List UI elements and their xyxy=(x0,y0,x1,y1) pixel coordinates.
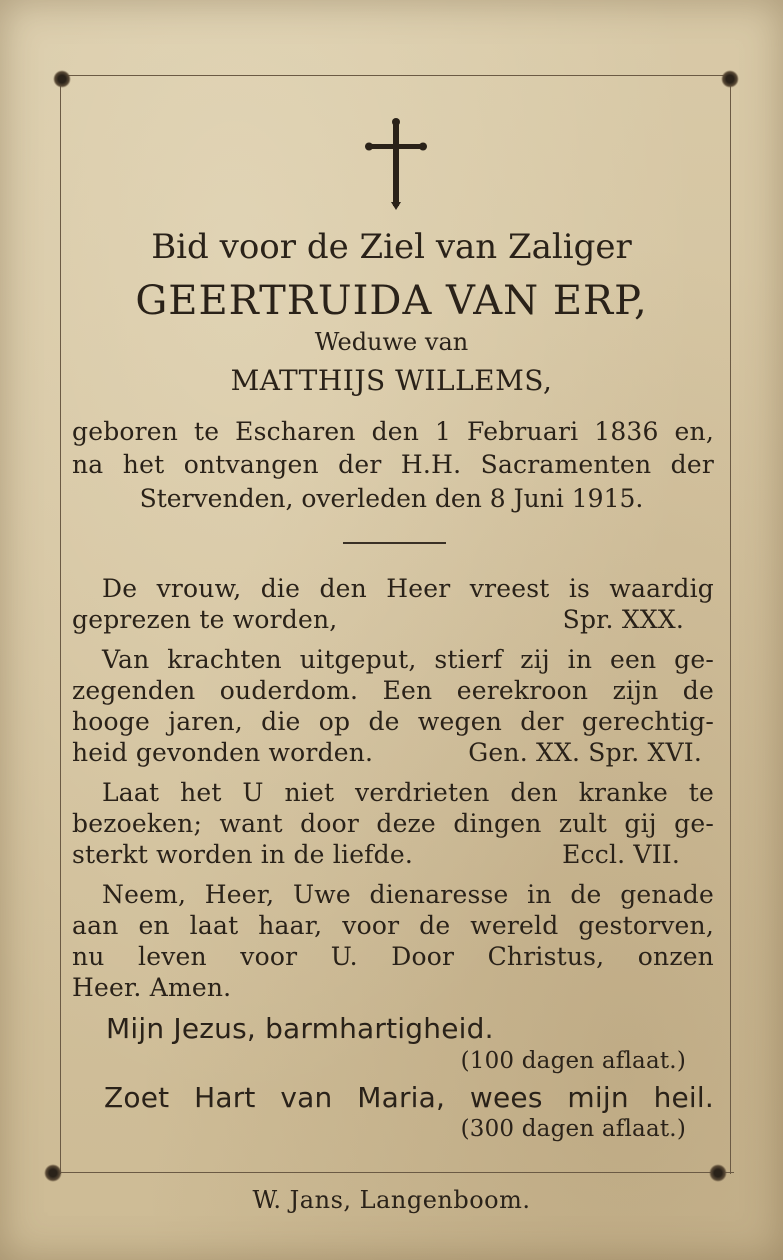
rosette-icon xyxy=(53,70,71,88)
sacrament-line: na het ontvangen der H.H. Sacramenten der xyxy=(72,450,714,479)
verse-line: zegenden ouderdom. Een eerekroon zijn de xyxy=(72,676,714,705)
rosette-icon xyxy=(721,70,739,88)
verse-line: Van krachten uitgeput, stierf zij in een ge- xyxy=(102,645,714,674)
indulgence-note: (100 dagen aflaat.) xyxy=(460,1048,686,1074)
heading-line: Bid voor de Ziel van Zaliger xyxy=(151,227,632,267)
widow-of: Weduwe van xyxy=(314,328,469,356)
verse-reference: Eccl. VII. xyxy=(562,840,680,869)
rosette-icon xyxy=(709,1164,727,1182)
verse-reference: Gen. XX. Spr. XVI. xyxy=(468,738,702,767)
verse-line: hooge jaren, die op de wegen der gerechtig- xyxy=(72,707,714,736)
prayer-line: Mijn Jezus, barmhartigheid. xyxy=(106,1012,494,1045)
border-frame-bottom xyxy=(52,1172,734,1173)
separator-rule xyxy=(343,542,446,544)
spouse-name: MATTHIJS WILLEMS, xyxy=(230,364,553,397)
verse-line: geprezen te worden, xyxy=(72,605,338,634)
printer-credit: W. Jans, Langenboom. xyxy=(252,1186,531,1214)
cross-icon xyxy=(365,118,427,210)
deceased-name: GEERTRUIDA VAN ERP, xyxy=(135,278,648,324)
verse-reference: Spr. XXX. xyxy=(562,605,684,634)
birth-line: geboren te Escharen den 1 Februari 1836 en, xyxy=(72,417,714,446)
verse-line: aan en laat haar, voor de wereld gestorven, xyxy=(72,911,714,940)
verse-line: sterkt worden in de liefde. xyxy=(72,840,413,869)
verse-line: Laat het U niet verdrieten den kranke te xyxy=(102,778,714,807)
verse-line: Heer. Amen. xyxy=(72,973,232,1002)
verse-line: heid gevonden worden. xyxy=(72,738,374,767)
verse-line: nu leven voor U. Door Christus, onzen xyxy=(72,942,714,971)
rosette-icon xyxy=(44,1164,62,1182)
prayer-line: Zoet Hart van Maria, wees mijn heil. xyxy=(104,1081,714,1114)
verse-line: Neem, Heer, Uwe dienaresse in de genade xyxy=(102,880,714,909)
indulgence-note: (300 dagen aflaat.) xyxy=(460,1116,686,1142)
verse-line: De vrouw, die den Heer vreest is waardig xyxy=(102,574,714,603)
verse-line: bezoeken; want door deze dingen zult gij ge- xyxy=(72,809,714,838)
death-line: Stervenden, overleden den 8 Juni 1915. xyxy=(139,484,644,513)
